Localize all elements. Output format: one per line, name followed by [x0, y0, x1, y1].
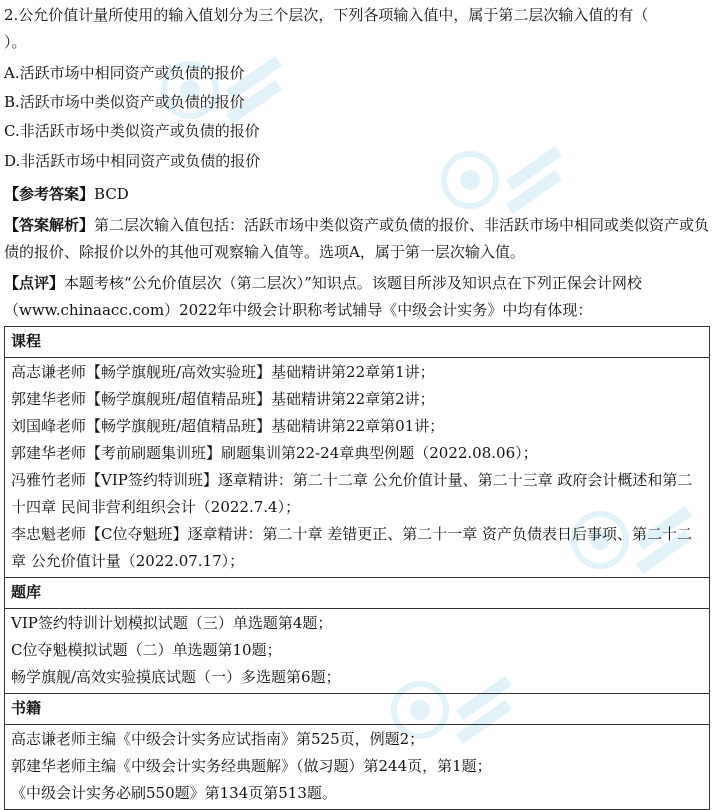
- option-b: B.活跃市场中类似资产或负债的报价: [4, 93, 245, 111]
- book-entry: 高志谦老师主编《中级会计实务应试指南》第525页，例题2；: [11, 730, 425, 748]
- answer-value: BCD: [94, 185, 129, 203]
- question-stem-line2: ）。: [4, 33, 27, 51]
- section-heading-books: 书籍: [5, 694, 710, 725]
- option-a: A.活跃市场中相同资产或负债的报价: [4, 64, 245, 82]
- comment-label: 【点评】: [4, 274, 65, 292]
- question-bank-entry: VIP签约特训计划模拟试题（三）单选题第4题；: [11, 614, 333, 632]
- section-body-books: [5, 725, 710, 810]
- question-bank-entry: C位夺魁模拟试题（二）单选题第10题；: [11, 641, 282, 659]
- course-entry: 高志谦老师【畅学旗舰班/高效实验班】基础精讲第22章第1讲；: [11, 363, 435, 381]
- reference-table: [4, 326, 710, 810]
- question-stem-line1: 2.公允价值计量所使用的输入值划分为三个层次，下列各项输入值中，属于第二层次输入值的有（: [4, 6, 649, 24]
- analysis-label: 【答案解析】: [4, 216, 95, 234]
- section-body-question-bank: [5, 609, 710, 694]
- answer-row: [4, 181, 716, 208]
- comment-block: [4, 270, 716, 324]
- question-bank-entry: 畅学旗舰/高效实验摸底试题（一）多选题第6题；: [11, 668, 341, 686]
- book-entry: 郭建华老师主编《中级会计实务经典题解》（做习题）第244页，第1题；: [11, 757, 492, 775]
- section-body-courses: [5, 358, 710, 578]
- course-entry: 刘国峰老师【畅学旗舰班/超值精品班】基础精讲第22章第01讲；: [11, 417, 445, 435]
- option-d: D.非活跃市场中相同资产或负债的报价: [4, 152, 261, 170]
- section-heading-courses: 课程: [5, 327, 710, 358]
- course-entry: 李忠魁老师【C位夺魁班】逐章精讲：第二十章 差错更正、第二十一章 资产负债表日后事项、第二十二章 公允价值计量（2022.07.17）；: [11, 525, 693, 570]
- analysis-block: [4, 212, 716, 266]
- book-entry: 《中级会计实务必刷550题》第134页第513题。: [11, 784, 337, 802]
- comment-text: 本题考核“公允价值层次（第二层次）”知识点。该题目所涉及知识点在下列正保会计网校（www.chinaacc.com）2022年中级会计职称考试辅导《中级会计实务》中均有体现：: [4, 274, 642, 319]
- section-heading-question-bank: 题库: [5, 578, 710, 609]
- course-entry: 郭建华老师【考前刷题集训班】刷题集训第22-24章典型例题（2022.08.06）；: [11, 444, 538, 462]
- course-entry: 冯雅竹老师【VIP签约特训班】逐章精讲：第二十二章 公允价值计量、第二十三章 政府会计概述和第二十四章 民间非营利组织会计（2022.7.4）；: [11, 471, 693, 516]
- analysis-text: 第二层次输入值包括：活跃市场中类似资产或负债的报价、非活跃市场中相同或类似资产或负债的报价、除报价以外的其他可观察输入值等。选项A，属于第一层次输入值。: [4, 216, 710, 261]
- answer-label: 【参考答案】: [4, 185, 95, 203]
- option-c: C.非活跃市场中类似资产或负债的报价: [4, 122, 260, 140]
- course-entry: 郭建华老师【畅学旗舰班/超值精品班】基础精讲第22章第2讲；: [11, 390, 435, 408]
